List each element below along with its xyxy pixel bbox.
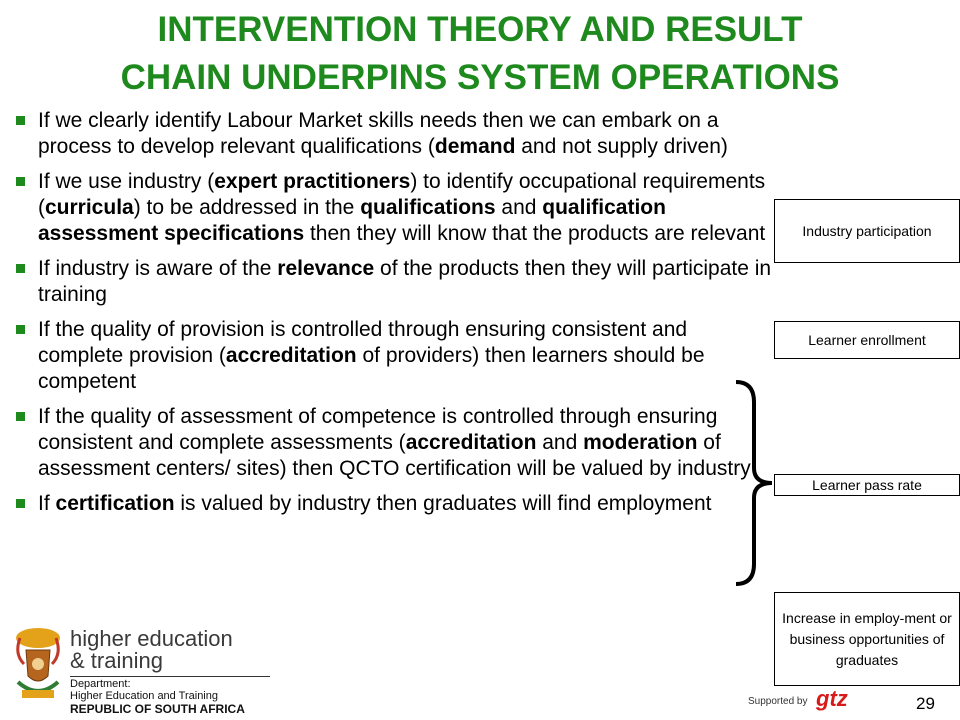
bullet-text: of providers) then learners should be competent — [38, 344, 705, 393]
bullet-text: and — [495, 196, 543, 219]
bullet-emphasis: certification — [55, 492, 175, 515]
bullet-item — [16, 169, 776, 247]
bullet-emphasis: accreditation — [405, 431, 537, 454]
curly-brace-icon — [732, 380, 776, 586]
gtz-logo: gtz — [816, 686, 848, 711]
learner-pass-rate-label: Learner pass rate — [812, 476, 922, 493]
coat-of-arms-icon — [10, 624, 66, 708]
bullet-text: If industry is aware of the — [38, 257, 278, 280]
bullet-emphasis: relevance — [277, 257, 375, 280]
bullet-text: If the quality of assessment of competence is controlled through ensuring consistent and complete assessments ( — [38, 405, 718, 454]
bullet-emphasis: qualifications — [360, 196, 496, 219]
learner-enrollment-label: Learner enrollment — [808, 331, 926, 348]
logo-line2: & training — [70, 648, 163, 673]
logo-line1: higher education — [70, 626, 233, 651]
bullet-item — [16, 108, 776, 160]
bullet-text: If the quality of provision is controlled through ensuring consistent and complete provision ( — [38, 318, 688, 367]
slide-title-line1: INTERVENTION THEORY AND RESULT — [157, 10, 803, 49]
bullet-text: ) to identify occupational requirements ( — [38, 170, 766, 219]
bullet-item — [16, 404, 776, 482]
bullet-item — [16, 256, 776, 308]
bullet-emphasis: expert practitioners — [214, 170, 411, 193]
bullet-emphasis: curricula — [45, 196, 134, 219]
bullet-text: and not supply driven) — [515, 135, 728, 158]
slide-title-line2: CHAIN UNDERPINS SYSTEM OPERATIONS — [120, 58, 840, 97]
bullet-text: of the products then they will participate in training — [38, 257, 772, 306]
employment-increase-box — [774, 592, 960, 686]
bullet-list — [16, 108, 776, 523]
slide-title — [0, 6, 960, 102]
logo-dept-label: Department: — [70, 678, 131, 690]
bullet-text: is valued by industry then graduates will find employment — [174, 492, 712, 515]
bullet-text: of assessment centers/ sites) then QCTO certification will be valued by industry — [38, 431, 751, 480]
bullet-emphasis: accreditation — [225, 344, 357, 367]
bullet-emphasis: demand — [434, 135, 516, 158]
page-number: 29 — [916, 694, 935, 713]
bullet-item — [16, 317, 776, 395]
department-logo — [6, 620, 276, 716]
logo-divider — [70, 676, 270, 677]
supported-by-label: Supported by — [748, 696, 808, 707]
bullet-text: If we use industry ( — [38, 170, 215, 193]
bullet-emphasis: moderation — [583, 431, 698, 454]
industry-participation-box — [774, 199, 960, 263]
bullet-text: If — [38, 492, 56, 515]
logo-country: REPUBLIC OF SOUTH AFRICA — [70, 702, 245, 716]
bullet-text: and — [536, 431, 584, 454]
bullet-emphasis: qualification assessment specifications — [38, 196, 666, 245]
learner-pass-rate-box — [774, 474, 960, 496]
bullet-text: ) to be addressed in the — [133, 196, 361, 219]
industry-participation-label: Industry participation — [802, 222, 932, 239]
learner-enrollment-box — [774, 321, 960, 359]
bullet-text: If we clearly identify Labour Market skills needs then we can embark on a process to develop relevant qualifications ( — [38, 109, 719, 158]
bullet-item — [16, 491, 776, 517]
bullet-text: then they will know that the products are relevant — [304, 222, 766, 245]
employment-increase-label: Increase in employ-ment or business opportunities of graduates — [782, 609, 952, 668]
logo-dept-name: Higher Education and Training — [70, 690, 218, 702]
